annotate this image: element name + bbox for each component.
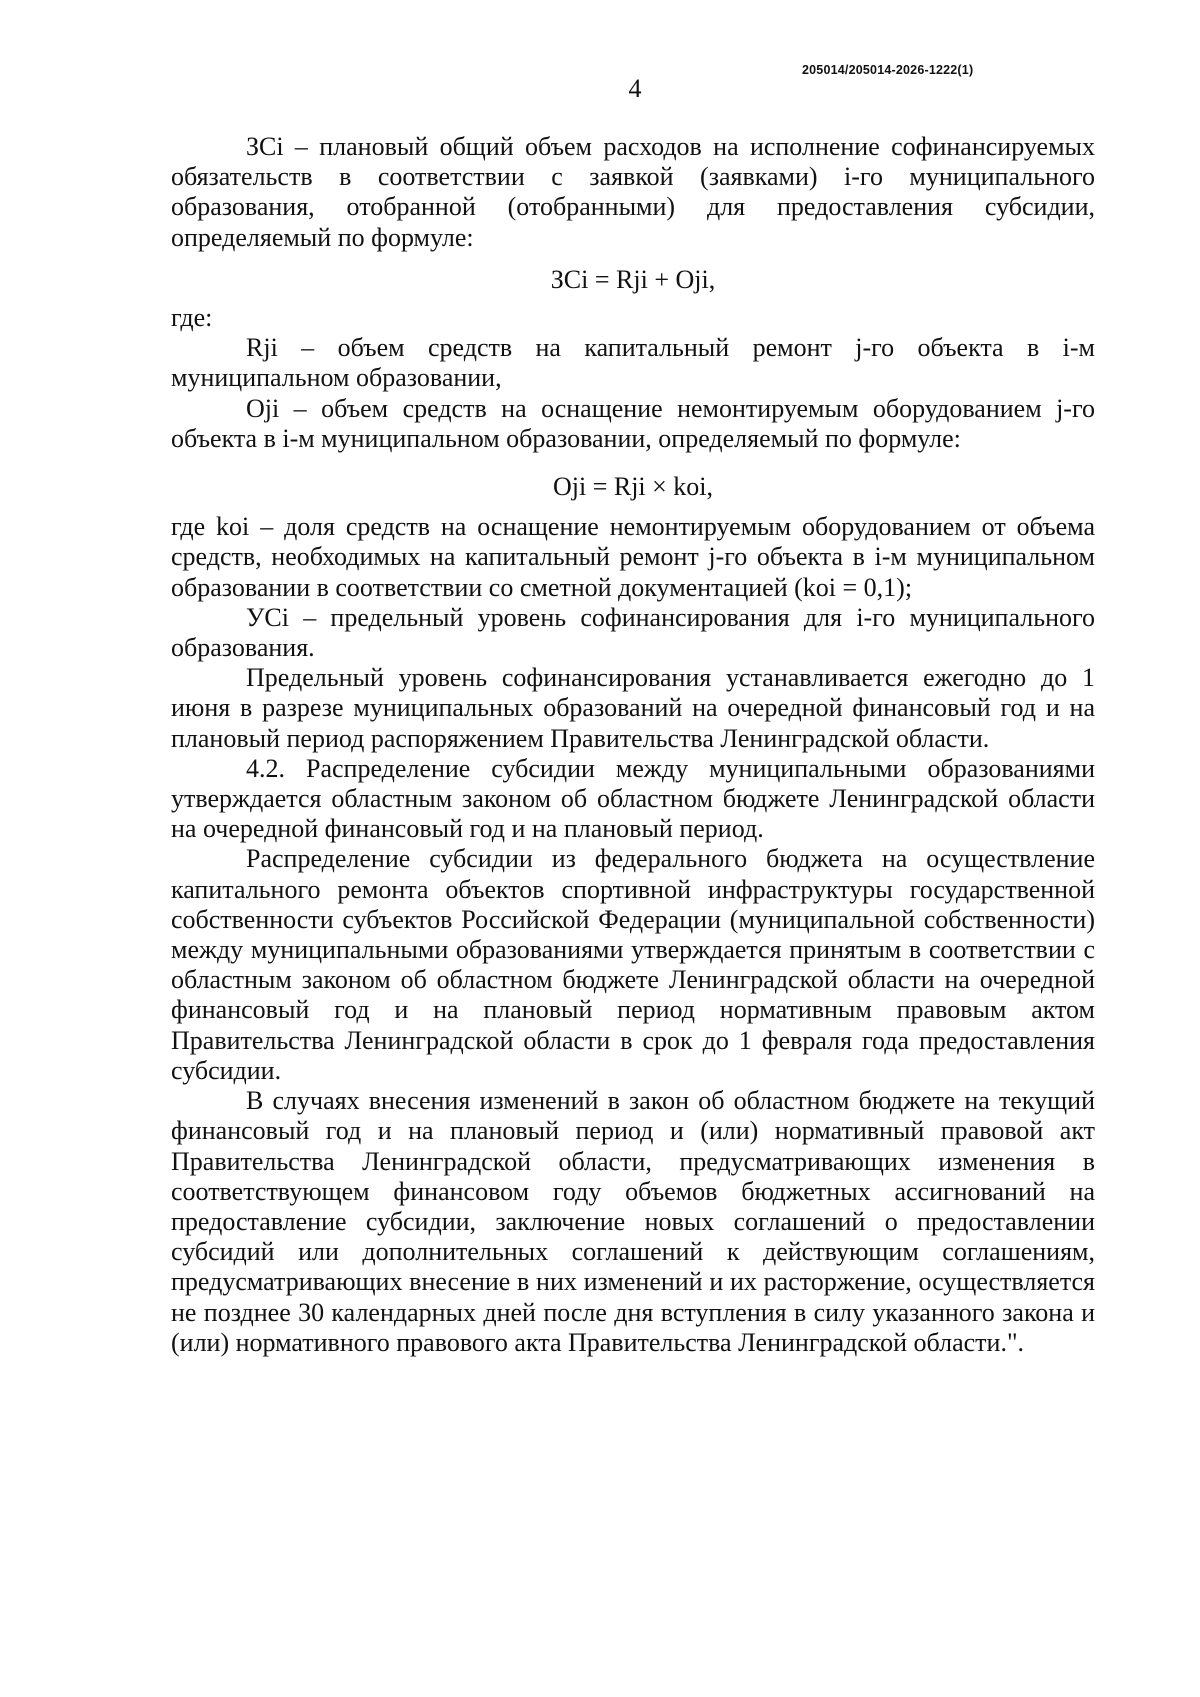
paragraph-rji-definition: Rji – объем средств на капитальный ремонт j-го объекта в i-м муниципальном образовании, — [171, 333, 1095, 393]
formula-zsi: ЗСi = Rji + Оji, — [550, 264, 716, 294]
page-number: 4 — [628, 74, 642, 103]
where-label: где: — [171, 303, 213, 333]
formula-oji: Оji = Rji × koi, — [552, 472, 714, 502]
paragraph-koi-definition: где koi – доля средств на оснащение немонтируемым оборудованием от объема средств, необходимых на капитальный ремонт j-го объекта в i-м муниципальном образовании в соответствии со сметной документацией (koi = 0,1); — [171, 512, 1095, 602]
document-body — [171, 132, 1095, 1358]
paragraph-federal-distribution: Распределение субсидии из федерального бюджета на осуществление капитального ремонта объектов спортивной инфраструктуры государственной собственности субъектов Российской Федерации (муниципальной собственности) между муниципальными образованиями утверждается принятым в соответствии с областным законом об областном бюджете Ленинградской области на очередной финансовый год и на плановый период нормативным правовым актом Правительства Ленинградской области в срок до 1 февраля года предоставления субсидии. — [171, 844, 1095, 1085]
paragraph-zsi-definition: ЗСi – плановый общий объем расходов на исполнение софинансируемых обязательств в соответствии с заявкой (заявками) i-го муниципального образования, отобранной (отобранными) для предоставления субсидии, определяемый по формуле: — [171, 132, 1095, 252]
paragraph-cofinancing-level: Предельный уровень софинансирования устанавливается ежегодно до 1 июня в разрезе муниципальных образований на очередной финансовый год и на плановый период распоряжением Правительства Ленинградской области. — [171, 663, 1095, 753]
paragraph-amendments: В случаях внесения изменений в закон об областном бюджете на текущий финансовый год и на плановый период и (или) нормативный правовой акт Правительства Ленинградской области, предусматривающих изменения в соответствующем финансовом году объемов бюджетных ассигнований на предоставление субсидии, заключение новых соглашений о предоставлении субсидий или дополнительных соглашений к действующим соглашениям, предусматривающих внесение в них изменений и их расторжение, осуществляется не позднее 30 календарных дней после дня вступления в силу указанного закона и (или) нормативного правового акта Правительства Ленинградской области.". — [171, 1086, 1095, 1357]
paragraph-4-2: 4.2. Распределение субсидии между муниципальными образованиями утверждается областным законом об областном бюджете Ленинградской области на очередной финансовый год и на плановый период. — [171, 753, 1095, 844]
paragraph-oji-definition: Оji – объем средств на оснащение немонтируемым оборудованием j-го объекта в i-м муниципальном образовании, определяемый по формуле: — [171, 393, 1095, 453]
paragraph-usi-definition: УСi – предельный уровень софинансирования для i-го муниципального образования. — [171, 602, 1095, 663]
document-code: 205014/205014-2026-1222(1) — [802, 63, 974, 77]
